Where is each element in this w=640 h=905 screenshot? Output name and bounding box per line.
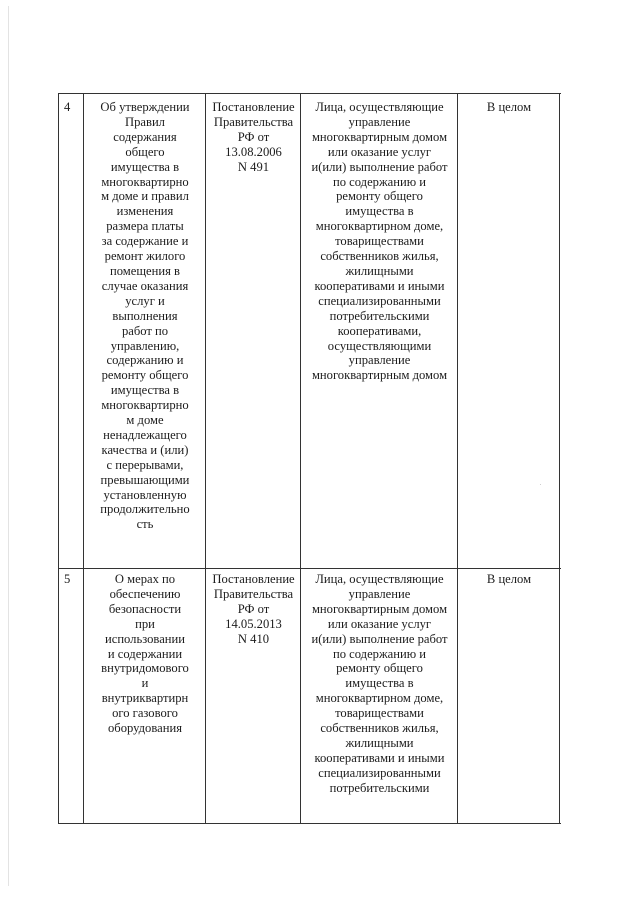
scan-speck [540, 484, 541, 485]
text-line: товариществами [335, 706, 424, 721]
text-line: внутриквартирн [101, 691, 189, 706]
text-line: специализированными [318, 293, 441, 308]
text-line: многоквартирным домом [311, 368, 448, 383]
text-line: Об утверждении [100, 100, 190, 114]
text-line: м доме [126, 413, 164, 428]
text-line: и [141, 676, 149, 691]
text-line: Правил [125, 114, 165, 129]
text-line: Постановление [212, 572, 295, 586]
text-line: Постановление [212, 100, 295, 114]
col-border-1 [83, 93, 84, 824]
col-border-left [58, 93, 59, 824]
text-line: жилищными [345, 263, 414, 278]
text-line: Правительства [213, 114, 294, 129]
text-line: оборудования [108, 721, 182, 736]
text-line: ремонту общего [336, 661, 423, 676]
text-line: с перерывами, [106, 457, 184, 472]
text-line: внутридомового [101, 661, 189, 676]
page-edge [8, 6, 9, 886]
text-line: превышающими [100, 472, 190, 487]
text-line: содержанию и [106, 353, 184, 368]
text-line: размера платы [106, 219, 184, 234]
text-line: ремонту общего [101, 368, 189, 383]
text-line: управление [348, 586, 411, 601]
regulation-title [86, 572, 204, 736]
text-line: по содержанию и [332, 174, 427, 189]
text-line: или оказание услуг [327, 144, 432, 159]
text-line: товариществами [335, 234, 424, 249]
text-line: при [135, 616, 155, 631]
regulation-act [208, 100, 299, 175]
col-border-right [559, 93, 560, 824]
text-line: РФ от [237, 601, 270, 616]
text-line: РФ от [237, 129, 270, 144]
application-scope: В целом [486, 100, 532, 114]
text-line: имущества в [345, 676, 414, 691]
text-line: Лица, осуществляющие [315, 100, 444, 114]
text-line: изменения [116, 204, 174, 219]
text-line: собственников жилья, [320, 249, 439, 264]
text-line: ненадлежащего [103, 427, 187, 442]
text-line: кооперативами и иными [314, 278, 445, 293]
text-line: управление [348, 353, 411, 368]
text-line: управление [348, 114, 411, 129]
text-line: сть [136, 517, 154, 532]
text-line: ого газового [112, 706, 178, 721]
text-line: N 491 [237, 159, 270, 174]
text-line: за содержание и [101, 234, 189, 249]
applicable-subjects [303, 100, 456, 383]
text-line: установленную [103, 487, 187, 502]
text-line: кооперативами, [337, 323, 422, 338]
row-number: 4 [64, 100, 71, 114]
col-border-4 [457, 93, 458, 824]
text-line: имущества в [110, 159, 180, 174]
text-line: м доме и правил [101, 189, 189, 204]
text-line: многоквартирном доме, [315, 691, 444, 706]
text-line: выполнения [112, 308, 178, 323]
table-top-border [58, 93, 561, 94]
text-line: и содержании [107, 646, 183, 661]
text-line: имущества в [110, 383, 180, 398]
text-line: N 410 [237, 631, 270, 646]
row-divider [58, 568, 561, 569]
text-line: обеспечению [109, 586, 181, 601]
text-line: использовании [104, 631, 185, 646]
text-line: многоквартирным домом [311, 601, 448, 616]
text-line: многоквартирным домом [311, 129, 448, 144]
text-line: жилищными [345, 735, 414, 750]
text-line: многоквартирно [101, 398, 189, 413]
text-line: управлению, [110, 338, 180, 353]
col-border-2 [205, 93, 206, 824]
text-line: случае оказания [101, 278, 189, 293]
text-line: безопасности [108, 601, 182, 616]
col-border-3 [300, 93, 301, 824]
text-line: помещения в [109, 263, 180, 278]
text-line: многоквартирно [101, 174, 189, 189]
text-line: имущества в [345, 204, 414, 219]
text-line: собственников жилья, [320, 721, 439, 736]
text-line: и(или) выполнение работ [311, 631, 448, 646]
text-line: и(или) выполнение работ [311, 159, 448, 174]
text-line: Правительства [213, 586, 294, 601]
regulation-title [86, 100, 204, 532]
text-line: качества и (или) [101, 442, 189, 457]
applicable-subjects [303, 572, 456, 796]
text-line: общего [125, 144, 165, 159]
text-line: 13.08.2006 [225, 144, 282, 159]
text-line: Лица, осуществляющие [315, 572, 444, 586]
text-line: 14.05.2013 [225, 616, 282, 631]
row-number: 5 [64, 572, 71, 586]
text-line: специализированными [318, 765, 441, 780]
text-line: продолжительно [100, 502, 190, 517]
text-line: многоквартирном доме, [315, 219, 444, 234]
text-line: работ по [121, 323, 169, 338]
text-line: О мерах по [114, 572, 176, 586]
regulation-act [208, 572, 299, 647]
text-line: содержания [113, 129, 177, 144]
text-line: услуг и [125, 293, 165, 308]
text-line: кооперативами и иными [314, 750, 445, 765]
text-line: потребительскими [329, 780, 430, 795]
text-line: осуществляющими [327, 338, 432, 353]
table-bottom-border [58, 823, 561, 824]
application-scope: В целом [486, 572, 532, 586]
text-line: или оказание услуг [327, 616, 432, 631]
text-line: ремонт жилого [104, 249, 186, 264]
text-line: ремонту общего [336, 189, 423, 204]
text-line: по содержанию и [332, 646, 427, 661]
text-line: потребительскими [329, 308, 430, 323]
